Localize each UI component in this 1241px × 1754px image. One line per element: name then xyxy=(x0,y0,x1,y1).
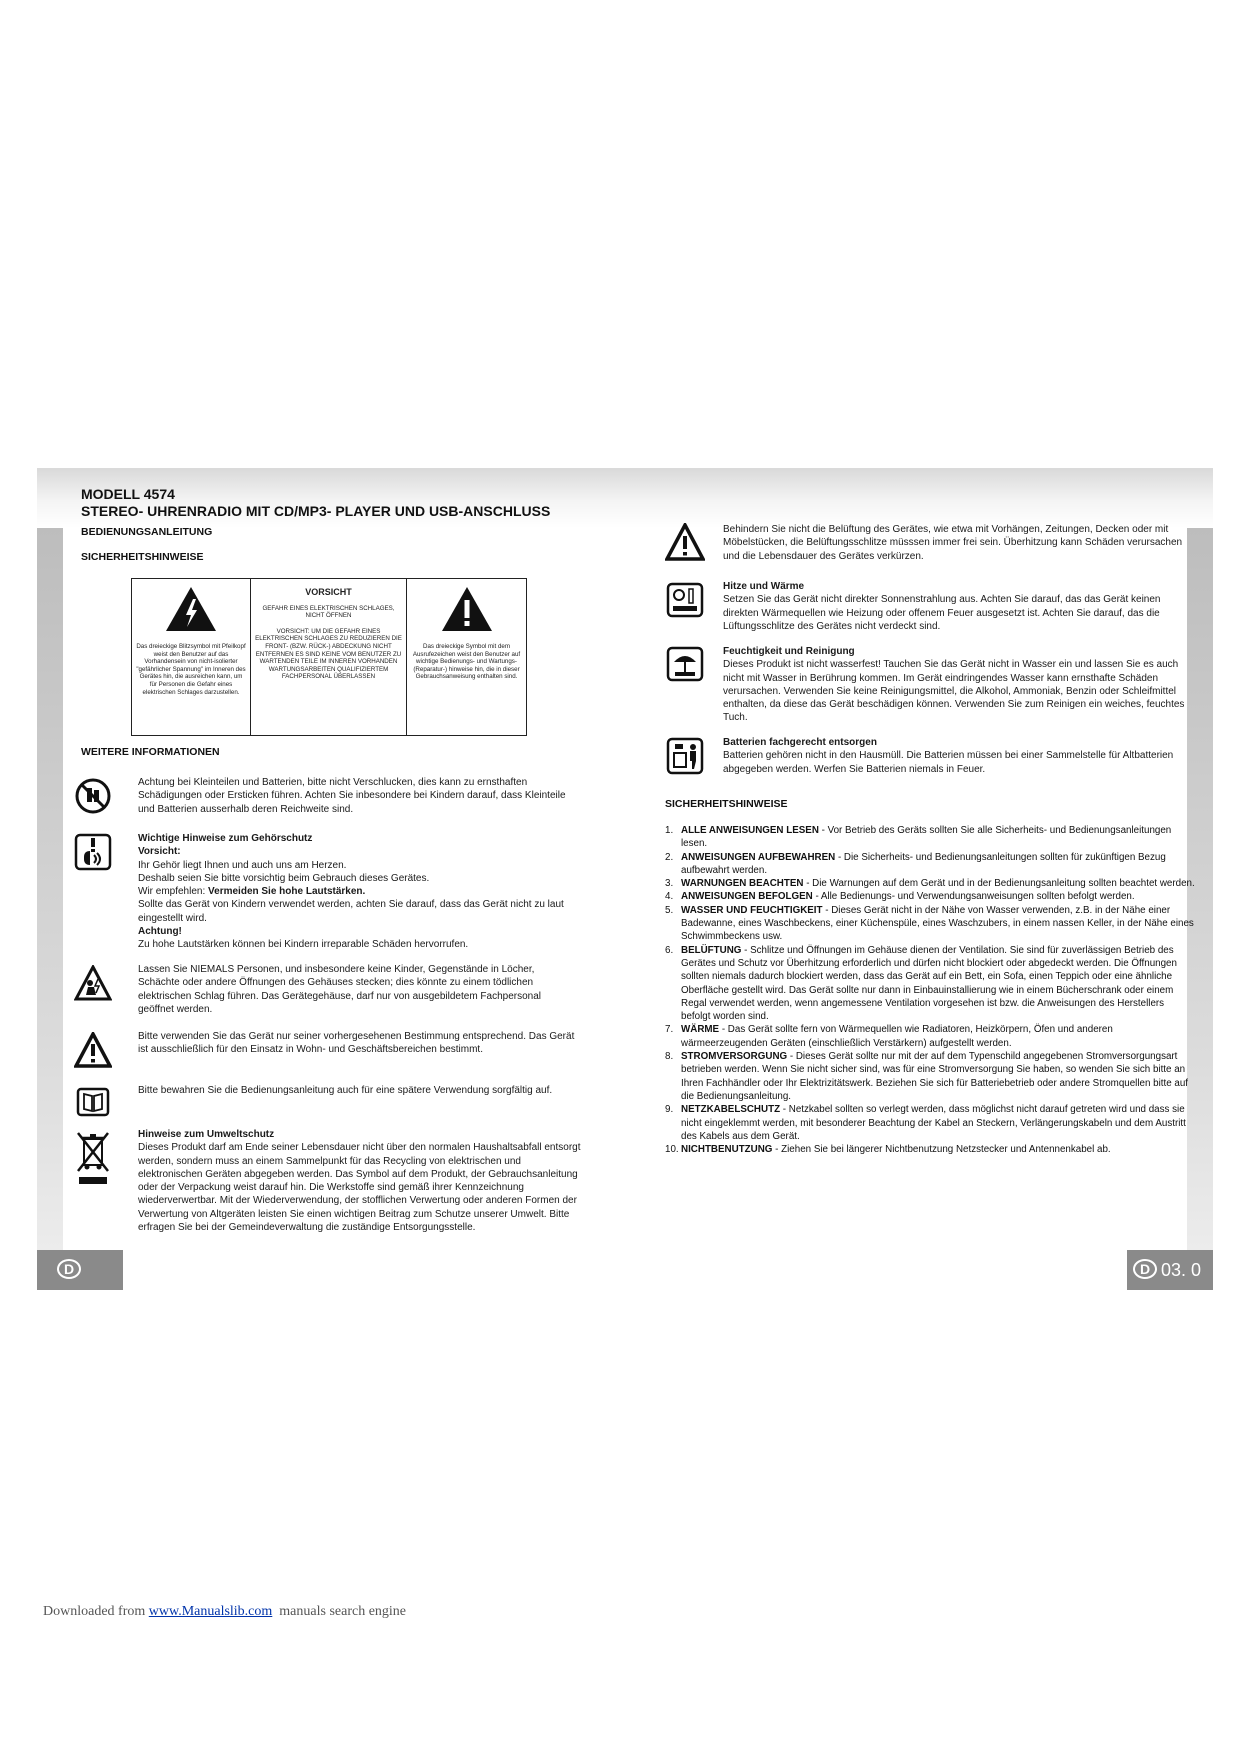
hearing-line-1: Ihr Gehör liegt Ihnen und auch uns am Herzen. xyxy=(138,859,347,871)
list-item xyxy=(665,944,1195,1024)
product-subtitle: STEREO- UHRENRADIO MIT CD/MP3- PLAYER UND USB-ANSCHLUSS xyxy=(81,503,551,519)
warning-center-text: VORSICHT: UM DIE GEFAHR EINES ELEKTRISCHEN SCHLAGES ZU REDUZIEREN DIE FRONT- (BZW. RÜCK-) ABDECKUNG NICHT ENTFERNEN ES SIND KEINE VOM BENUTZER ZU WARTENDEN TEILE IM INNEREN VORHANDEN WARTUNGSARBEITEN QUALIFIZIERTEM FACHPERSONAL ÜBERLASSEN xyxy=(255,627,402,681)
list-item-text: - Die Sicherheits- und Bedienungsanleitungen sollten für zukünftigen Bezug aufbewahrt werden. xyxy=(681,851,1166,876)
batterien-section xyxy=(723,736,1193,776)
hearing-line-3 xyxy=(138,885,568,898)
manual-page xyxy=(37,468,1213,1298)
belueftung-text: Behindern Sie nicht die Belüftung des Gerätes, wie etwa mit Vorhängen, Zeitungen, Decken oder mit Möbelstücken, die Belüftungsschlitze müsssen immer frei sein. Überhitzung kann Schäden verursachen und die Lebensdauer des Gerätes verkürzen. xyxy=(723,524,1183,562)
download-note xyxy=(43,1604,406,1620)
manual-book-icon xyxy=(73,1082,113,1122)
hearing-line-5: Zu hohe Lautstärken können bei Kindern irreparable Schäden hervorrufen. xyxy=(138,939,469,951)
list-item-text: - Dieses Gerät sollte nur mit der auf dem Typenschild angegebenen Stromversorgungsart betrieben werden. Wenn Sie nicht sicher sind, was für eine Stromversorgung Sie haben, so wenden Sie sich bitte an Ihren Fachhändler oder Ihr Elektrizitätswerk. Beziehen Sie sich für Batteriebetrieb oder andere Stromquellen bitte auf die Bedienungsanleitung. xyxy=(681,1051,1188,1102)
list-item-title: WÄRME xyxy=(681,1024,720,1036)
list-item-title: NETZKABELSCHUTZ xyxy=(681,1104,781,1116)
caution-triangle-icon xyxy=(73,1030,113,1070)
list-item xyxy=(665,877,1195,890)
no-swallow-icon xyxy=(73,776,113,816)
umwelt-text: Dieses Produkt darf am Ende seiner Lebensdauer nicht über den normalen Haushaltsabfall entsorgt werden, sondern muss an einem Sammelpunkt für das Recycling von elektrischen und elektronischen Geräten abgegeben werden. Das Symbol auf dem Produkt, der Gebrauchsanleitung oder der Verpackung weist darauf hin. Die Werkstoffe sind gemäß ihrer Kennzeichnung wiederverwertbar. Mit der Wiederverwendung, der stofflichen Verwertung oder anderen Formen der Verwertung von Altgeräten leisten Sie einen wichtigen Beitrag zum Schutze unserer Umwelt. Bitte erfragen Sie bei der Gemeindeverwaltung die zuständige Entsorgungsstelle. xyxy=(138,1142,581,1234)
list-item-title: ANWEISUNGEN BEFOLGEN xyxy=(681,891,813,903)
hearing-protection-icon xyxy=(73,832,113,872)
hitze-text: Setzen Sie das Gerät nicht direkter Sonnenstrahlung aus. Achten Sie darauf, das das Gerät keinen direkten Wärmequellen wie Heizung oder offenem Feuer ausgesetzt ist. Achten Sie darauf, das die Lüftungsschlitze des Gerätes nicht verdeckt sind. xyxy=(723,594,1161,632)
list-number: 7. xyxy=(665,1024,674,1036)
list-item xyxy=(665,851,1195,878)
hearing-section xyxy=(138,832,568,952)
warning-subtitle: GEFAHR EINES ELEKTRISCHEN SCHLAGES, NICHT ÖFFNEN xyxy=(262,604,395,620)
list-number: 10. xyxy=(665,1144,679,1156)
list-number: 8. xyxy=(665,1051,674,1063)
hearing-line-4: Sollte das Gerät von Kindern verwendet werden, achten Sie darauf, dass das Gerät nicht zu laut eingestellt wird. xyxy=(138,899,564,924)
warning-col-center xyxy=(251,578,407,736)
list-number: 5. xyxy=(665,904,674,916)
language-badge-left: D xyxy=(57,1259,81,1279)
list-item-text: - Dieses Gerät nicht in der Nähe von Wasser verwenden, z.B. in der Nähe einer Badewanne, eines Waschbeckens, einer Küchenspüle, eines Waschzubers, in einem nassen Keller, in der Nähe eines Schwimmbeckens usw. xyxy=(681,904,1194,943)
list-item xyxy=(665,1023,1195,1050)
list-item-text: - Die Warnungen auf dem Gerät und in der Bedienungsanleitung sollten beachtet werden. xyxy=(803,878,1195,890)
lightning-warning-icon xyxy=(164,585,218,633)
hearing-attention-label: Achtung! xyxy=(138,926,182,938)
warning-box xyxy=(131,578,527,736)
heading-sicherheitshinweise-right: SICHERHEITSHINWEISE xyxy=(665,798,788,810)
hearing-line-2: Deshalb seien Sie bitte vorsichtig beim Gebrauch dieses Gerätes. xyxy=(138,872,430,884)
page-title xyxy=(81,486,550,520)
feuchtigkeit-title: Feuchtigkeit und Reinigung xyxy=(723,646,855,657)
list-item-title: WASSER UND FEUCHTIGKEIT xyxy=(681,904,823,916)
hearing-title: Wichtige Hinweise zum Gehörschutz xyxy=(138,833,313,844)
list-item-text: - Schlitze und Öffnungen im Gehäuse dienen der Ventilation. Sie sind für zuverlässigen Betrieb des Gerätes und Schutz vor Überhitzung erforderlich und dürfen nicht blockiert oder abgedeckt werden. Die Öffnungen sollten niemals dadurch blockiert werden, dass das Gerät auf ein Bett, ein Sofa, einen Teppich oder eine ähnliche Oberfläche gestellt wird. Das Gerät sollte nur dann in Einbauinstallierung wie in einem Bücherschrank oder einem Regal verwendet werden, wenn angemessene Ventilation vorgesehen ist bzw. die Anweisungen des Herstellers befolgt worden sind. xyxy=(681,944,1177,1023)
hearing-recommend-text: Vermeiden Sie hohe Lautstärken. xyxy=(208,886,366,898)
aufbewahren-text: Bitte bewahren Sie die Bedienungsanleitung auch für eine spätere Verwendung sorgfältig auf. xyxy=(138,1085,553,1096)
list-item-title: WARNUNGEN BEACHTEN xyxy=(681,878,804,890)
safety-list xyxy=(665,824,1195,1156)
hitze-title: Hitze und Wärme xyxy=(723,581,805,592)
list-number: 9. xyxy=(665,1104,674,1116)
battery-disposal-icon xyxy=(665,736,705,776)
list-item-text: - Das Gerät sollte fern von Wärmequellen wie Radiatoren, Heizkörpern, Öfen und anderen wärmeerzeugenden Geräten (einschließlich Verstärkern) aufgestellt werden. xyxy=(681,1024,1113,1049)
hearing-recommend-label: Wir empfehlen: xyxy=(138,886,209,898)
list-item-text: - Ziehen Sie bei längerer Nichtbenutzung Netzstecker und Antennenkabel ab. xyxy=(772,1144,1111,1156)
heading-bedienungsanleitung: BEDIENUNGSANLEITUNG xyxy=(81,526,213,538)
list-item-title: NICHTBENUTZUNG xyxy=(681,1144,773,1156)
list-item xyxy=(665,1103,1195,1143)
list-number: 4. xyxy=(665,891,674,903)
list-item-title: ALLE ANWEISUNGEN LESEN xyxy=(681,825,819,836)
list-item-text: - Alle Bedienungs- und Verwendungsanweisungen sollten befolgt werden. xyxy=(812,891,1135,903)
feuchtigkeit-text: Dieses Produkt ist nicht wasserfest! Tauchen Sie das Gerät nicht in Wasser ein und lassen Sie es auch nicht mit Wasser in Berührung kommen. Im Gerät eindringendes Wasser kann ernsthafte Schäden verursachen. Verwenden Sie keine Reinigungsmittel, die Alkohol, Ammoniak, Benzin oder Schleifmittel enthalten, da diese das Gerät beschädigen können. Verwenden Sie zum Reinigen ein weiches, feuchtes Tuch. xyxy=(723,659,1185,724)
list-number: 2. xyxy=(665,851,674,863)
list-item xyxy=(665,824,1195,851)
list-item-title: ANWEISUNGEN AUFBEWAHREN xyxy=(681,851,836,863)
moisture-icon xyxy=(665,644,705,684)
list-item xyxy=(665,904,1195,944)
language-badge-right: D xyxy=(1133,1259,1157,1279)
weee-bin-icon xyxy=(73,1128,113,1190)
heat-icon xyxy=(665,580,705,620)
small-parts-text: Achtung bei Kleinteilen und Batterien, bitte nicht Verschlucken, dies kann zu ernsthaften Schädigungen oder Ersticken führen. Achten Sie inbesondere bei Kindern darauf, dass Kleinteile und Batterien ausserhalb deren Reichweite sind. xyxy=(138,777,566,815)
heading-weitere-informationen: WEITERE INFORMATIONEN xyxy=(81,746,220,758)
warning-col-lightning xyxy=(131,578,251,736)
warning-col-exclamation xyxy=(407,578,527,736)
batterien-text: Batterien gehören nicht in den Hausmüll. Die Batterien müssen bei einer Sammelstelle für Altbatterien abgegeben werden. Werfen Sie Batterien niemals in Feuer. xyxy=(723,750,1174,775)
list-number: 3. xyxy=(665,878,674,890)
umwelt-section xyxy=(138,1128,583,1234)
list-item-title: STROMVERSORGUNG xyxy=(681,1051,788,1063)
left-side-band xyxy=(37,528,63,1288)
page-number: 03. 0 xyxy=(1161,1260,1202,1280)
bestimmung-text: Bitte verwenden Sie das Gerät nur seiner vorhergesehenen Bestimmung entsprechend. Das Gerät ist ausschließlich für den Einsatz in Wohn- und Geschäftsbereichen bestimmt. xyxy=(138,1031,575,1056)
feuchtigkeit-section xyxy=(723,645,1193,725)
electric-shock-icon xyxy=(73,963,113,1003)
list-number: 6. xyxy=(665,944,674,956)
list-item xyxy=(665,1050,1195,1103)
list-item-text: - Vor Betrieb des Geräts sollten Sie alle Sicherheits- und Bedienungsanleitungen lesen. xyxy=(681,825,1172,850)
heading-sicherheitshinweise: SICHERHEITSHINWEISE xyxy=(81,551,204,563)
list-item xyxy=(665,1143,1195,1156)
hearing-caution-label: Vorsicht: xyxy=(138,846,181,858)
download-suffix: manuals search engine xyxy=(272,1604,407,1619)
niemals-text: Lassen Sie NIEMALS Personen, und insbesondere keine Kinder, Gegenstände in Löcher, Schächte oder andere Öffnungen des Gehäuses stecken; dies könnte zu einem tödlichen elektrischen Schlag führen. Das Gerätegehäuse, darf nur von ausgebildetem Fachpersonal geöffnet werden. xyxy=(138,964,542,1015)
exclamation-warning-icon xyxy=(440,585,494,633)
ventilation-warning-icon xyxy=(665,522,705,562)
footer-right-bar xyxy=(1127,1250,1213,1290)
umwelt-title: Hinweise zum Umweltschutz xyxy=(138,1129,275,1140)
list-item-title: BELÜFTUNG xyxy=(681,944,742,956)
footer-left-bar xyxy=(37,1250,123,1290)
list-number: 1. xyxy=(665,825,674,836)
list-item xyxy=(665,890,1195,903)
hitze-section xyxy=(723,580,1193,633)
warning-exclamation-text: Das dreieckige Symbol mit dem Ausrufezeichen weist den Benutzer auf wichtige Bedienungs- und Wartungs- (Reparatur-) hinweise hin, die in dieser Gebrauchsanweisung enthalten sind. xyxy=(412,643,521,681)
download-prefix: Downloaded from xyxy=(43,1604,149,1619)
manualslib-link[interactable]: www.Manualslib.com xyxy=(148,1604,273,1619)
batterien-title: Batterien fachgerecht entsorgen xyxy=(723,737,877,748)
warning-lightning-text: Das dreieckige Blitzsymbol mit Pfeilkopf weist den Benutzer auf das Vorhandensein von nicht-isolierter "gefährlicher Spannung" im Inneren des Gerätes hin, die ausreichen kann, um für Personen die Gefahr eines elektrischen Schlages darzustellen. xyxy=(136,643,246,696)
model-number: MODELL 4574 xyxy=(81,486,175,502)
warning-title: VORSICHT xyxy=(305,587,352,597)
list-item-text: - Netzkabel sollten so verlegt werden, dass möglichst nicht darauf getreten wird und dass sie nicht eingeklemmt werden, mit besonderer Beachtung der Kabel an Steckern, Verlängerungskabeln und dem Austritt des Kabels aus dem Gerät. xyxy=(681,1104,1186,1142)
